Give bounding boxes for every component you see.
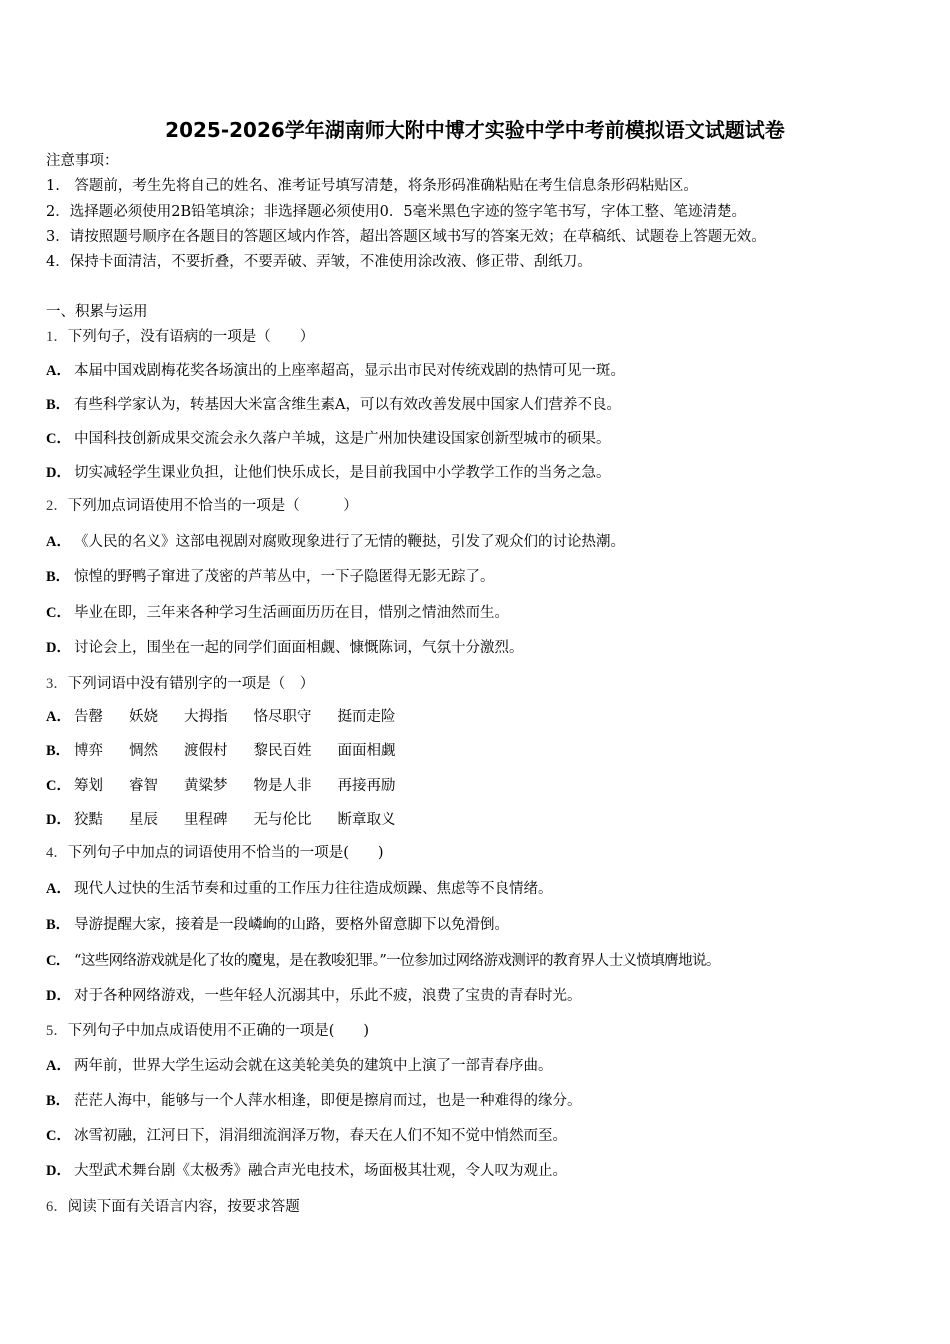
notice-item-1: 1. 答题前，考生先将自己的姓名、准考证号填写清楚，将条形码准确粘贴在考生信息条形码粘贴区。 (46, 178, 698, 194)
option-row (46, 915, 509, 935)
option-text: 《人民的名义》这部电视剧对腐败现象进行了无情的鞭挞，引发了观众们的讨论热潮。 (74, 534, 625, 550)
question-text: 阅读下面有关语言内容，按要求答题 (67, 1199, 300, 1215)
question-number: 4． (46, 845, 68, 861)
option-text: 本届中国戏剧梅花奖各场演出的上座率超高，显示出市民对传统戏剧的热情可见一斑。 (74, 363, 625, 379)
word: 里程碑 (184, 812, 228, 828)
question-text: 下列加点词语使用不恰当的一项是（ ） (67, 498, 358, 514)
option-letter: B． (46, 397, 71, 413)
word: 惆然 (129, 743, 158, 759)
option-text: 中国科技创新成果交流会永久落户羊城，这是广州加快建设国家创新型城市的硕果。 (74, 431, 611, 447)
question-text: 下列句子中加点的词语使用不恰当的一项是( ) (67, 845, 384, 861)
option-letter: C． (46, 605, 71, 621)
option-row (46, 1091, 582, 1111)
option-row (46, 463, 611, 483)
question-stem (46, 496, 358, 516)
option-row (46, 951, 720, 971)
option-text: 两年前，世界大学生运动会就在这美轮美奂的建筑中上演了一部青春序曲。 (74, 1058, 553, 1074)
question-number: 3． (46, 676, 68, 692)
option-row (46, 986, 582, 1006)
option-letter: B． (46, 1093, 71, 1109)
page-title: 2025-2026学年湖南师大附中博才实验中学中考前模拟语文试题试卷 (165, 118, 785, 142)
option-letter: A． (46, 534, 71, 550)
option-row (46, 1126, 567, 1146)
option-letter: A． (46, 1058, 71, 1074)
word: 物是人非 (253, 778, 312, 794)
word: 狡黠 (74, 812, 103, 828)
option-row (46, 638, 524, 658)
option-row (46, 395, 621, 415)
option-text: “这些网络游戏就是化了妆的魔鬼，是在教唆犯罪。”一位参加过网络游戏测评的教育界人士义愤填膺地说。 (74, 953, 720, 969)
option-text: 茫茫人海中，能够与一个人萍水相逢，即便是擦肩而过，也是一种难得的缘分。 (74, 1093, 582, 1109)
question-text: 下列句子，没有语病的一项是（ ） (67, 329, 315, 345)
option-letter: D． (46, 465, 71, 481)
option-letter: A． (46, 881, 71, 897)
option-letter: D． (46, 1163, 71, 1179)
option-letter: C． (46, 953, 70, 969)
option-text: 有些科学家认为，转基因大米富含维生素A，可以有效改善发展中国家人们营养不良。 (74, 397, 621, 413)
option-row (46, 776, 422, 796)
question-stem (46, 674, 314, 694)
option-row (46, 879, 553, 899)
option-letter: D． (46, 640, 71, 656)
question-stem (46, 327, 314, 347)
question-stem (46, 1021, 369, 1041)
word: 告罄 (74, 709, 103, 725)
question-text: 下列句子中加点成语使用不正确的一项是( ) (67, 1023, 370, 1039)
option-letter: C． (46, 431, 71, 447)
section-heading: 一、积累与运用 (46, 304, 148, 320)
option-text: 对于各种网络游戏，一些年轻人沉溺其中，乐此不疲，浪费了宝贵的青春时光。 (74, 988, 582, 1004)
option-text: 惊惶的野鸭子窜进了茂密的芦苇丛中，一下子隐匿得无影无踪了。 (74, 569, 495, 585)
option-letter: B． (46, 917, 71, 933)
word: 博弈 (74, 743, 103, 759)
option-letter: A． (46, 709, 71, 725)
option-text: 大型武术舞台剧《太极秀》融合声光电技术，场面极其壮观，令人叹为观止。 (74, 1163, 567, 1179)
word: 睿智 (129, 778, 158, 794)
option-row (46, 1161, 567, 1181)
word: 黄粱梦 (184, 778, 228, 794)
question-number: 1． (46, 329, 68, 345)
option-text: 现代人过快的生活节奏和过重的工作压力往往造成烦躁、焦虑等不良情绪。 (74, 881, 553, 897)
question-number: 2． (46, 498, 68, 514)
option-row (46, 1056, 553, 1076)
question-number: 5． (46, 1023, 68, 1039)
question-stem (46, 843, 384, 863)
word: 面面相觑 (337, 743, 396, 759)
option-row (46, 429, 611, 449)
question-text: 下列词语中没有错别字的一项是（ ） (67, 676, 315, 692)
option-text: 导游提醒大家，接着是一段嶙峋的山路，要格外留意脚下以免滑倒。 (74, 917, 509, 933)
word: 黎民百姓 (253, 743, 312, 759)
word: 筹划 (74, 778, 103, 794)
option-text: 切实减轻学生课业负担，让他们快乐成长，是目前我国中小学教学工作的当务之急。 (74, 465, 611, 481)
word: 大拇指 (184, 709, 228, 725)
option-letter: A． (46, 363, 71, 379)
notice-item-3: 3．请按照题号顺序在各题目的答题区域内作答，超出答题区域书写的答案无效；在草稿纸、试题卷上答题无效。 (46, 229, 766, 245)
option-letter: C． (46, 778, 71, 794)
word: 妖娆 (129, 709, 158, 725)
option-letter: C． (46, 1128, 71, 1144)
word: 恪尽职守 (253, 709, 312, 725)
word: 挺而走险 (337, 709, 396, 725)
option-row (46, 741, 422, 761)
question-number: 6． (46, 1199, 68, 1215)
notice-heading: 注意事项： (46, 153, 119, 169)
option-row (46, 603, 509, 623)
option-text: 冰雪初融，江河日下，涓涓细流润泽万物，春天在人们不知不觉中悄然而至。 (74, 1128, 567, 1144)
question-stem (46, 1197, 300, 1217)
word: 再接再励 (337, 778, 396, 794)
option-row (46, 567, 495, 587)
option-row (46, 810, 422, 830)
word: 断章取义 (337, 812, 396, 828)
word: 无与伦比 (253, 812, 312, 828)
option-text: 讨论会上，围坐在一起的同学们面面相觑、慷慨陈词，气氛十分激烈。 (74, 640, 524, 656)
word: 星辰 (129, 812, 158, 828)
option-letter: D． (46, 812, 71, 828)
option-letter: B． (46, 743, 71, 759)
notice-item-4: 4．保持卡面清洁，不要折叠，不要弄破、弄皱，不准使用涂改液、修正带、刮纸刀。 (46, 254, 592, 270)
option-letter: D． (46, 988, 71, 1004)
option-row (46, 361, 625, 381)
option-row (46, 532, 625, 552)
notice-item-2: 2．选择题必须使用2B铅笔填涂；非选择题必须使用0．5毫米黑色字迹的签字笔书写，字体工整、笔迹清楚。 (46, 204, 747, 220)
option-letter: B． (46, 569, 71, 585)
option-row (46, 707, 422, 727)
word: 渡假村 (184, 743, 228, 759)
option-text: 毕业在即，三年来各种学习生活画面历历在目，惜别之情油然而生。 (74, 605, 509, 621)
